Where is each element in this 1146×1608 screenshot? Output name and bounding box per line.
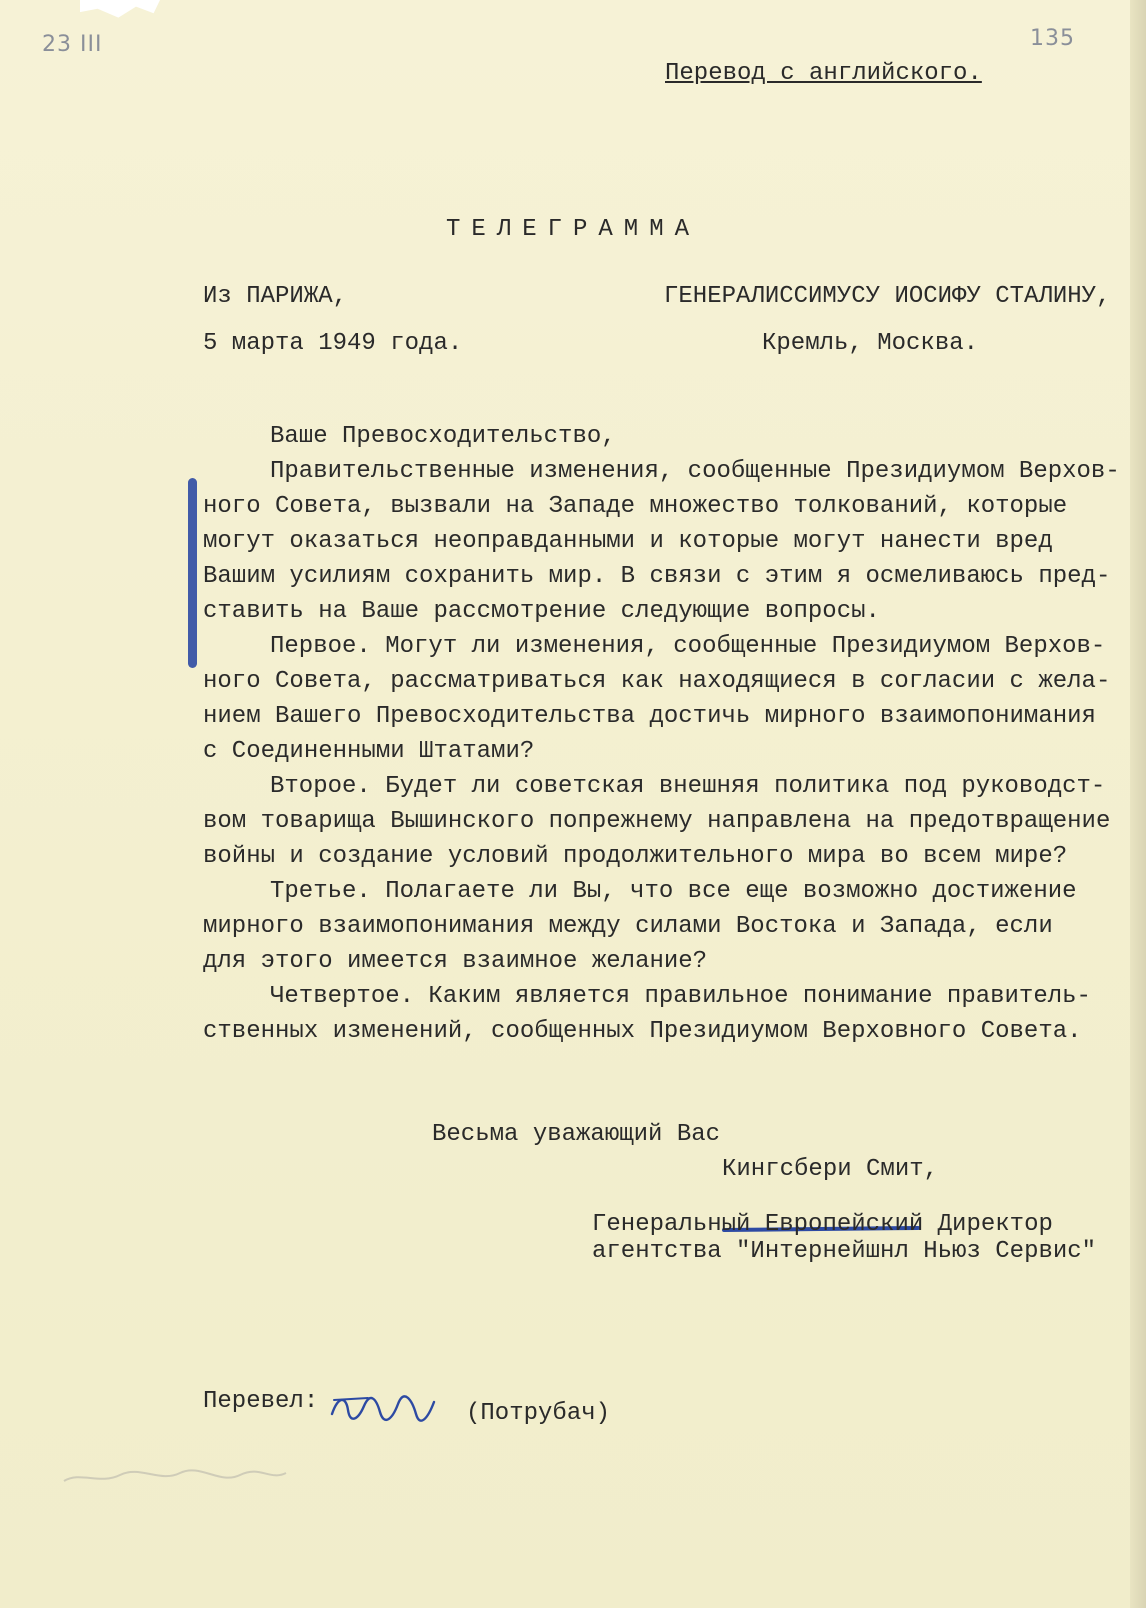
signer-title: Генеральный Европейский Директор	[592, 1211, 1053, 1238]
signer-name: Кингсбери Смит,	[722, 1156, 939, 1183]
body-line: войны и создание условий продолжительного мира во всем мире?	[203, 843, 1068, 870]
body-line: Четвертое. Каким является правильное понимание правитель-	[270, 983, 1091, 1010]
salutation: Ваше Превосходительство,	[270, 423, 616, 450]
signer-title: агентства "Интернейшнл Ньюз Сервис"	[592, 1238, 1097, 1265]
body-line: ного Совета, вызвали на Западе множество толкований, которые	[203, 493, 1068, 520]
page-number: 135	[1030, 26, 1075, 51]
body-line: Третье. Полагаете ли Вы, что все еще возможно достижение	[270, 878, 1077, 905]
archive-number: 23 III	[42, 32, 103, 57]
document-title: ТЕЛЕГРАММА	[445, 216, 701, 243]
body-line: ного Совета, рассматриваться как находящиеся в согласии с жела-	[203, 668, 1111, 695]
body-line: нием Вашего Превосходительства достичь мирного взаимопонимания	[203, 703, 1096, 730]
translator-name: (Потрубач)	[466, 1400, 611, 1427]
body-line: мирного взаимопонимания между силами Востока и Запада, если	[203, 913, 1053, 940]
torn-corner	[80, 0, 160, 22]
margin-pen-mark	[188, 478, 197, 668]
body-line: могут оказаться неоправданными и которые могут нанести вред	[203, 528, 1053, 555]
recipient-address: Кремль, Москва.	[762, 330, 979, 357]
body-line: Правительственные изменения, сообщенные Президиумом Верхов-	[270, 458, 1120, 485]
sender-date: 5 марта 1949 года.	[203, 330, 463, 357]
recipient-name: ГЕНЕРАЛИССИМУСУ ИОСИФУ СТАЛИНУ,	[664, 283, 1111, 310]
translator-signature	[328, 1392, 438, 1432]
body-line: Первое. Могут ли изменения, сообщенные Президиумом Верхов-	[270, 633, 1106, 660]
body-line: ственных изменений, сообщенных Президиумом Верховного Совета.	[203, 1018, 1082, 1045]
body-line: с Соединенными Штатами?	[203, 738, 535, 765]
body-line: для этого имеется взаимное желание?	[203, 948, 708, 975]
translator-label: Перевел:	[203, 1388, 319, 1415]
body-line: Второе. Будет ли советская внешняя политика под руководст-	[270, 773, 1106, 800]
body-line: Вашим усилиям сохранить мир. В связи с этим я осмеливаюсь пред-	[203, 563, 1111, 590]
translation-note: Перевод с английского.	[665, 60, 982, 87]
faded-stamp	[60, 1465, 290, 1496]
closing: Весьма уважающий Вас	[432, 1121, 721, 1148]
body-line: вом товарища Вышинского попрежнему направлена на предотвращение	[203, 808, 1111, 835]
body-line: ставить на Ваше рассмотрение следующие вопросы.	[203, 598, 880, 625]
sender-place: Из ПАРИЖА,	[203, 283, 348, 310]
